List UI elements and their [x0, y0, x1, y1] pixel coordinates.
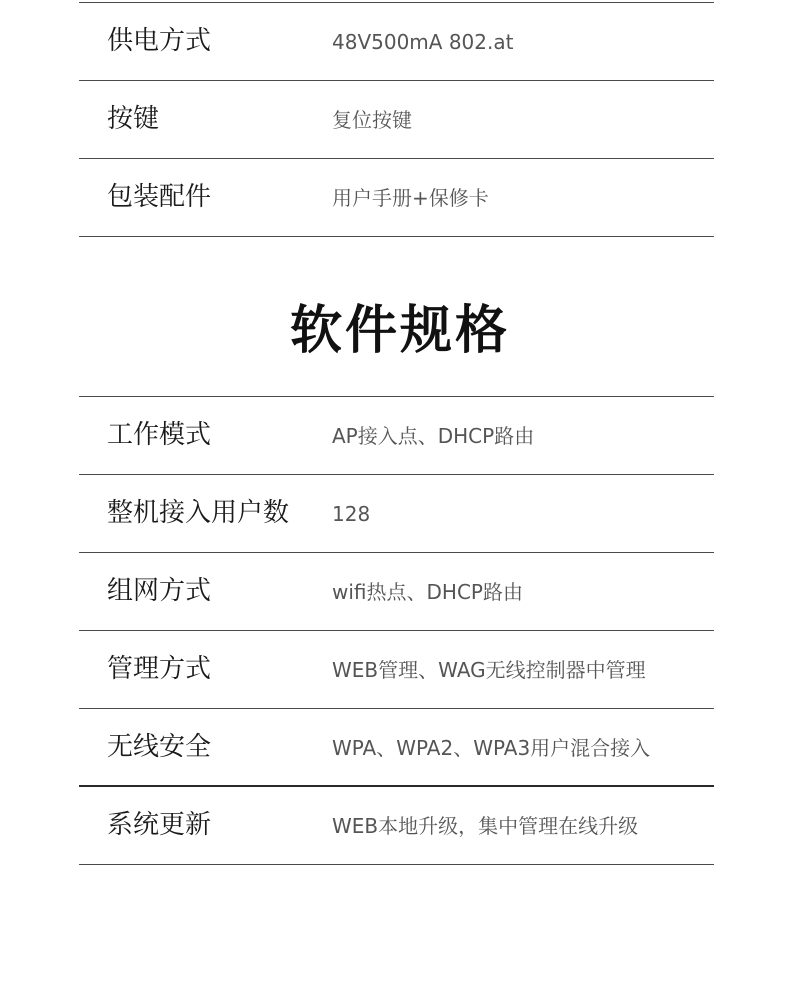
spec-value: 128 [332, 502, 371, 526]
spec-row-max-users [79, 475, 714, 553]
spec-row-networking-mode [79, 553, 714, 631]
spec-value: WPA、WPA2、WPA3用户混合接入 [332, 736, 651, 760]
spec-label: 无线安全 [107, 732, 212, 762]
spec-value: AP接入点、DHCP路由 [332, 424, 535, 448]
spec-row-management-mode [79, 631, 714, 709]
spec-label: 按键 [107, 104, 160, 134]
spec-label: 管理方式 [107, 654, 212, 684]
spec-value: wifi热点、DHCP路由 [332, 580, 523, 604]
spec-row-work-mode [79, 397, 714, 475]
spec-row-buttons [79, 81, 714, 159]
software-spec-table [79, 396, 714, 865]
spec-label: 供电方式 [107, 26, 212, 56]
spec-label: 整机接入用户数 [107, 498, 290, 528]
spec-row-package-accessories [79, 159, 714, 237]
spec-label: 包装配件 [107, 182, 212, 212]
spec-row-system-update [79, 787, 714, 865]
spec-value: WEB管理、WAG无线控制器中管理 [332, 658, 646, 682]
spec-value: WEB本地升级，集中管理在线升级 [332, 814, 639, 838]
spec-row-power-supply [79, 3, 714, 81]
spec-label: 工作模式 [107, 420, 212, 450]
spec-row-wireless-security [79, 709, 714, 787]
hardware-spec-table [79, 2, 714, 237]
spec-value: 复位按键 [332, 108, 412, 132]
spec-label: 组网方式 [107, 576, 212, 606]
section-title: 软件规格 [289, 301, 510, 361]
spec-value: 48V500mA 802.at [332, 30, 514, 54]
spec-value: 用户手册+保修卡 [332, 186, 489, 210]
spec-label: 系统更新 [107, 810, 212, 840]
